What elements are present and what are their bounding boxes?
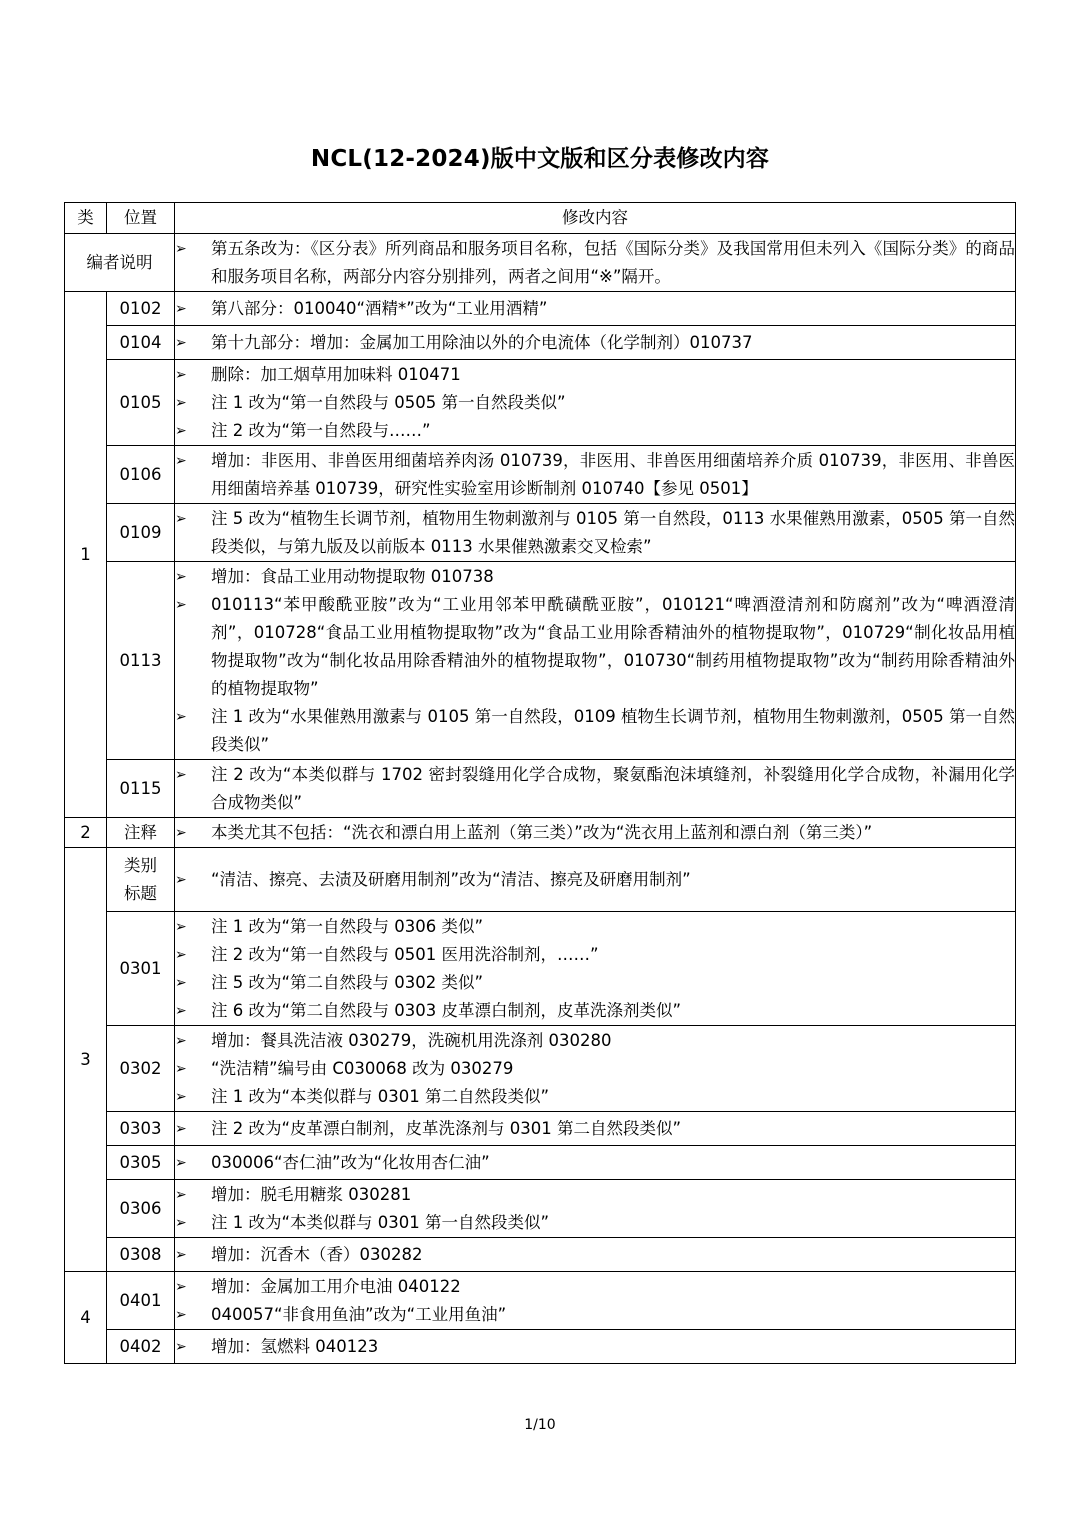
list-item: ➢ 第八部分：010040“酒精*”改为“工业用酒精” [175,295,1015,323]
page-number: 1/10 [524,1417,556,1433]
bullet-arrow-icon: ➢ [175,422,187,439]
table-row [65,326,1016,360]
bullet-arrow-icon: ➢ [175,1002,187,1019]
list-item: ➢ 增加：食品工业用动物提取物 010738 [175,563,1015,591]
bullet-arrow-icon: ➢ [175,366,187,383]
list-item: ➢ 增加：金属加工用介电油 040122 [175,1273,1015,1301]
bullet-arrow-icon: ➢ [175,1214,187,1231]
bullet-arrow-icon: ➢ [175,1306,187,1323]
list-item: ➢ 本类尤其不包括：“洗衣和漂白用上蓝剂（第三类）”改为“洗衣用上蓝剂和漂白剂（第三类）” [175,819,1015,847]
table-header-row [65,203,1016,234]
position-cell: 0113 [107,562,175,760]
list-item: ➢ 增加：脱毛用糖浆 030281 [175,1181,1015,1209]
position-cell: 0401 [107,1272,175,1330]
bullet-arrow-icon: ➢ [175,1186,187,1203]
list-item: ➢ 增加：沉香木（香）030282 [175,1241,1015,1269]
table-row [65,1180,1016,1238]
position-cell: 0102 [107,292,175,326]
table-row [65,292,1016,326]
position-cell: 0105 [107,360,175,446]
editor-note-content [175,234,1016,292]
table-row [65,760,1016,818]
document-title: NCL(12-2024)版中文版和区分表修改内容 [310,146,770,172]
list-item: ➢ 删除：加工烟草用加味料 010471 [175,361,1015,389]
bullet-arrow-icon: ➢ [175,1088,187,1105]
bullet-arrow-icon: ➢ [175,824,187,841]
table-row [65,360,1016,446]
position-cell: 0104 [107,326,175,360]
table-row [65,848,1016,912]
bullet-arrow-icon: ➢ [175,1060,187,1077]
list-item: ➢ 增加：非医用、非兽医用细菌培养肉汤 010739，非医用、非兽医用细菌培养介质 010739，非医用、非兽医用细菌培养基 010739，研究性实验室用诊断制剂 010740【参见 0501】 [175,447,1015,503]
position-cell: 0301 [107,912,175,1026]
table-row [65,562,1016,760]
list-item: ➢ 注 1 改为“第一自然段与 0306 类似” [175,913,1015,941]
list-item: ➢ 第五条改为：《区分表》所列商品和服务项目名称，包括《国际分类》及我国常用但未列入《国际分类》的商品和服务项目名称，两部分内容分别排列，两者之间用“※”隔开。 [175,235,1015,291]
table-row [65,504,1016,562]
bullet-arrow-icon: ➢ [175,1278,187,1295]
bullet-arrow-icon: ➢ [175,334,187,351]
bullet-arrow-icon: ➢ [175,1154,187,1171]
list-item: ➢ 注 5 改为“第二自然段与 0302 类似” [175,969,1015,997]
bullet-arrow-icon: ➢ [175,568,187,585]
list-item: ➢ 注 1 改为“本类似群与 0301 第一自然段类似” [175,1209,1015,1237]
class-number: 1 [65,292,107,818]
table-row [65,1238,1016,1272]
header-position: 位置 [107,203,175,234]
table-row [65,1026,1016,1112]
list-item: ➢ 010113“苯甲酸酰亚胺”改为“工业用邻苯甲酰磺酰亚胺”，010121“啤酒澄清剂和防腐剂”改为“啤酒澄清剂”，010728“食品工业用植物提取物”改为“食品工业用除香精油外的植物提取物”，010729“制化妆品用植物提取物”改为“制化妆品用除香精油外的植物提取物”，010730“制药用植物提取物”改为“制药用除香精油外的植物提取物” [175,591,1015,703]
bullet-arrow-icon: ➢ [175,300,187,317]
position-cell: 类别 标题 [107,848,175,912]
table-row [65,1112,1016,1146]
position-cell: 0402 [107,1330,175,1364]
editor-note-label: 编者说明 [65,234,175,292]
position-cell: 0306 [107,1180,175,1238]
bullet-arrow-icon: ➢ [175,766,187,783]
class-number: 3 [65,848,107,1272]
modifications-table [64,202,1016,1364]
list-item: ➢ 注 1 改为“水果催熟用激素与 0105 第一自然段，0109 植物生长调节剂，植物用生物刺激剂，0505 第一自然段类似” [175,703,1015,759]
list-item: ➢ 注 5 改为“植物生长调节剂，植物用生物刺激剂与 0105 第一自然段，0113 水果催熟用激素，0505 第一自然段类似，与第九版及以前版本 0113 水果催熟激素交叉检索” [175,505,1015,561]
bullet-arrow-icon: ➢ [175,240,187,257]
table-row [65,1272,1016,1330]
bullet-arrow-icon: ➢ [175,1032,187,1049]
class-number: 4 [65,1272,107,1364]
position-cell: 0302 [107,1026,175,1112]
table-row-editor-note [65,234,1016,292]
table-row [65,912,1016,1026]
bullet-arrow-icon: ➢ [175,1246,187,1263]
bullet-arrow-icon: ➢ [175,974,187,991]
list-item: ➢ 注 2 改为“第一自然段与……” [175,417,1015,445]
class-number: 2 [65,818,107,848]
position-cell: 0109 [107,504,175,562]
list-item: ➢ 030006“杏仁油”改为“化妆用杏仁油” [175,1149,1015,1177]
bullet-arrow-icon: ➢ [175,394,187,411]
list-item: ➢ 注 1 改为“第一自然段与 0505 第一自然段类似” [175,389,1015,417]
bullet-arrow-icon: ➢ [175,708,187,725]
list-item: ➢ 040057“非食用鱼油”改为“工业用鱼油” [175,1301,1015,1329]
bullet-arrow-icon: ➢ [175,918,187,935]
list-item: ➢ “清洁、擦亮、去渍及研磨用制剂”改为“清洁、擦亮及研磨用制剂” [175,866,1015,894]
bullet-arrow-icon: ➢ [175,510,187,527]
list-item: ➢ 注 6 改为“第二自然段与 0303 皮革漂白制剂，皮革洗涤剂类似” [175,997,1015,1025]
position-cell: 0303 [107,1112,175,1146]
list-item: ➢ 增加：餐具洗洁液 030279，洗碗机用洗涤剂 030280 [175,1027,1015,1055]
table-row [65,446,1016,504]
list-item: ➢ “洗洁精”编号由 C030068 改为 030279 [175,1055,1015,1083]
table-row [65,818,1016,848]
bullet-arrow-icon: ➢ [175,1338,187,1355]
list-item: ➢ 注 2 改为“本类似群与 1702 密封裂缝用化学合成物，聚氨酯泡沫填缝剂，补裂缝用化学合成物，补漏用化学合成物类似” [175,761,1015,817]
table-row [65,1330,1016,1364]
list-item: ➢ 注 2 改为“第一自然段与 0501 医用洗浴制剂，……” [175,941,1015,969]
position-cell: 注释 [107,818,175,848]
position-cell: 0308 [107,1238,175,1272]
list-item: ➢ 注 2 改为“皮革漂白制剂，皮革洗涤剂与 0301 第二自然段类似” [175,1115,1015,1143]
position-cell: 0106 [107,446,175,504]
list-item: ➢ 增加：氢燃料 040123 [175,1333,1015,1361]
table-row [65,1146,1016,1180]
bullet-arrow-icon: ➢ [175,452,187,469]
position-cell: 0115 [107,760,175,818]
list-item: ➢ 第十九部分：增加：金属加工用除油以外的介电流体（化学制剂）010737 [175,329,1015,357]
bullet-arrow-icon: ➢ [175,871,187,888]
bullet-arrow-icon: ➢ [175,946,187,963]
header-content: 修改内容 [175,203,1016,234]
position-cell: 0305 [107,1146,175,1180]
list-item: ➢ 注 1 改为“本类似群与 0301 第二自然段类似” [175,1083,1015,1111]
header-class: 类 [65,203,107,234]
bullet-arrow-icon: ➢ [175,596,187,613]
bullet-arrow-icon: ➢ [175,1120,187,1137]
